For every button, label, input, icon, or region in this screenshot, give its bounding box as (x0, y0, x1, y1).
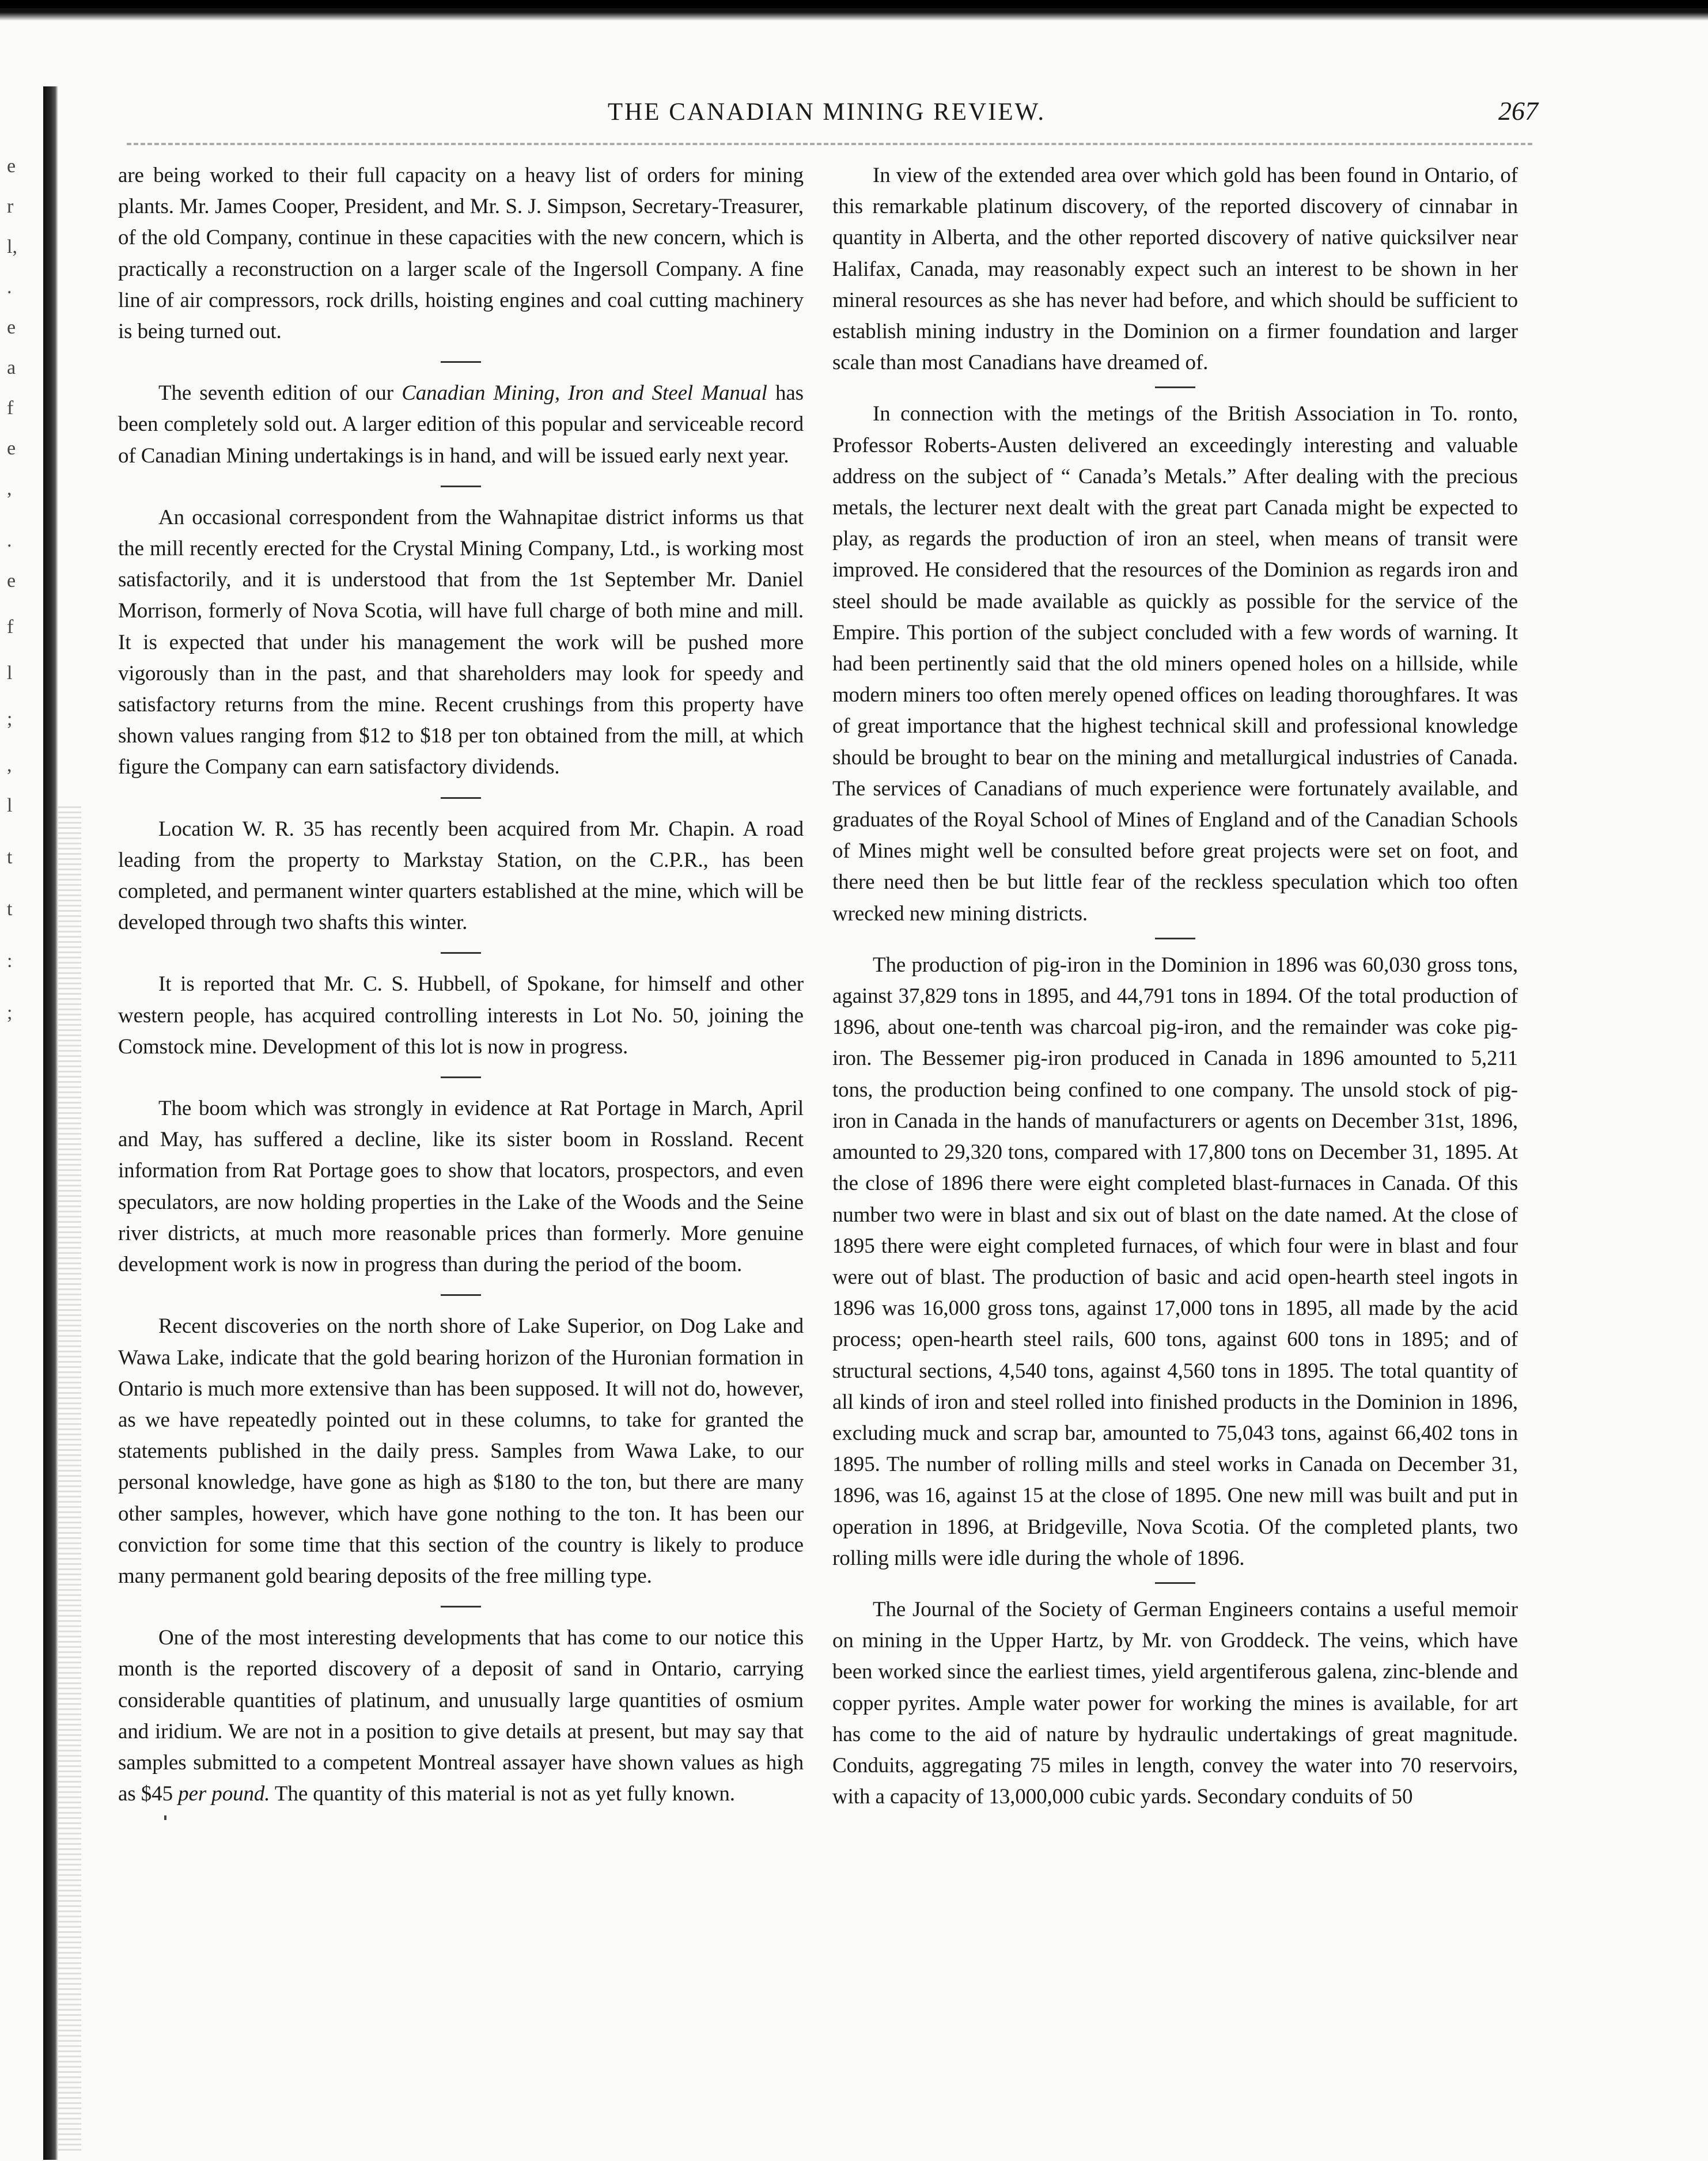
article-paragraph: are being worked to their full capacity on a heavy list of orders for mining plants. Mr. James Cooper, President, and Mr. S. J. Simpson, Secretary-Treasurer, of the old Company, continue in these capacities with the new concern, which is practically a reconstruction on a larger scale of the Ingersoll Company. A fine line of air compressors, rock drills, hoisting engines and coal cutting machinery is being turned out. (118, 164, 804, 344)
left-column (118, 160, 804, 1820)
paragraph-text: The quantity of this material is not as yet fully known. (270, 1782, 735, 1806)
section-divider (1155, 1582, 1195, 1584)
article-paragraph: In view of the extended area over which gold has been found in Ontario, of this remarkable platinum discovery, of the reported discovery of cinnabar in quantity in Alberta, and the other reported discovery of native quicksilver near Halifax, Canada, may reasonably expect such an interest to be shown in her mineral resources as she has never had before, and which should be sufficient to establish mining industry in the Dominion on a firmer foundation and larger scale than most Canadians have dreamed of. (832, 164, 1518, 375)
section-divider (441, 1076, 481, 1078)
running-title: THE CANADIAN MINING REVIEW. (607, 98, 1046, 126)
article-paragraph: Recent discoveries on the north shore of Lake Superior, on Dog Lake and Wawa Lake, indicate that the gold bearing horizon of the Huronian formation in Ontario is much more extensive than has been supposed. It will not do, however, as we have repeatedly pointed out in these columns, to take for granted the statements published in the daily press. Samples from Wawa Lake, to our personal knowledge, have gone as high as $180 to the ton, but there are many other samples, however, which have gone nothing to the ton. It has been our conviction for some time that this section of the country is likely to produce many permanent gold bearing deposits of the free milling type. (118, 1314, 804, 1588)
article-paragraph: In connection with the metings of the British Association in To. ronto, Professor Roberts-Austen delivered an exceedingly interesting and valuable address on the subject of “ Canada’s Metals.” After dealing with the precious metals, the lecturer next dealt with the great part Canada might be expected to play, as regards the production of iron an steel, when means of transit were improved. He considered that the resources of the Dominion as regards iron and steel should be made available as quickly as possible for the service of the Empire. This portion of the subject concluded with a few words of warning. It had been pertinently said that the old miners opened holes on a hillside, while modern miners too often merely opened offices on leading thoroughfares. It was of great importance that the highest technical skill and professional knowledge should be brought to bear on the mining and metallurgical industries of Canada. The services of Canadians of much experience were fortunately available, and graduates of the Royal School of Mines of England and of the Canadian Schools of Mines might well be consulted before great projects were set on foot, and there need then be but little fear of the reckless speculation which too often wrecked new mining districts. (832, 402, 1518, 926)
article-paragraph: An occasional correspondent from the Wahnapitae district informs us that the mill recently erected for the Crystal Mining Company, Ltd., is working most satisfactorily, and it is understood that from the 1st September Mr. Daniel Morrison, formerly of Nova Scotia, will have full charge of both mine and mill. It is expected that under his management the work will be pushed more vigorously than in the past, and that shareholders may look for speedy and satisfactory returns from the mine. Recent crushings from this property have shown values ranging from $12 to $18 per ton obtained from the mill, at which figure the Company can earn satisfactory dividends. (118, 505, 804, 779)
page-header (115, 98, 1538, 138)
right-column (832, 160, 1518, 1813)
section-divider (441, 1606, 481, 1608)
article-paragraph (118, 1622, 804, 1810)
article-paragraph: The production of pig-iron in the Dominion in 1896 was 60,030 gross tons, against 37,829 tons in 1895, and 44,791 tons in 1894. Of the total production of 1896, about one-tenth was charcoal pig-iron, and the remainder was coke pig-iron. The Bessemer pig-iron produced in Canada in 1896 amounted to 5,211 tons, the production being confined to one company. The unsold stock of pig-iron in Canada in the hands of manufacturers or agents on December 31st, 1896, amounted to 29,320 tons, compared with 17,800 tons on December 31, 1895. At the close of 1896 there were eight completed blast-furnaces in Canada. Of this number two were in blast and six out of blast on the date named. At the close of 1895 there were eight completed furnaces, of which four were in blast and four were out of blast. The production of basic and acid open-hearth steel ingots in 1896 was 16,000 gross tons, against 17,000 tons in 1895, all made by the acid process; open-hearth steel rails, 600 tons, against 600 tons in 1895; and of structural sections, 4,540 tons, against 4,560 tons in 1895. The total quantity of all kinds of iron and steel rolled into finished products in the Dominion in 1896, excluding muck and scrap bar, amounted to 75,043 tons, against 66,402 tons in 1895. The number of rolling mills and steel works in Canada on December 31, 1896, was 16, against 15 at the close of 1895. One new mill was built and put in operation in 1896, at Bridgeville, Nova Scotia. Of the completed plants, two rolling mills were idle during the whole of 1896. (832, 953, 1518, 1570)
scan-binding-edge (43, 86, 58, 2160)
page-number: 267 (1498, 96, 1538, 126)
article-paragraph (118, 378, 804, 472)
paragraph-text: has been completely sold out. A larger edition of this popular and serviceable record of Canadian Mining undertakings is in hand, and will be issued early next year. (118, 381, 804, 468)
scan-binding-shadow (58, 806, 81, 2154)
section-divider (1155, 386, 1195, 388)
section-divider (1155, 938, 1195, 939)
section-divider (441, 952, 481, 954)
section-divider (441, 486, 481, 487)
article-paragraph: The Journal of the Society of German Engineers contains a useful memoir on mining in the Upper Hartz, by Mr. von Groddeck. The veins, which have been worked since the earliest times, yield argentiferous galena, zinc-blende and copper pyrites. Ample water power for working the mines is available, for art has come to the aid of nature by hydraulic undertakings of great magnitude. Conduits, aggregating 75 miles in length, convey the water into 70 reservoirs, with a capacity of 13,000,000 cubic yards. Secondary conduits of 50 (832, 1597, 1518, 1809)
header-rule (127, 143, 1532, 145)
scan-top-edge (0, 0, 1708, 8)
print-speck (164, 1815, 166, 1820)
paragraph-text: The seventh edition of our (158, 381, 402, 405)
emphasis-text: per pound. (178, 1782, 270, 1806)
scan-top-band (0, 0, 1708, 21)
publication-title: Canadian Mining, Iron and Steel Manual (402, 381, 767, 405)
article-paragraph: Location W. R. 35 has recently been acquired from Mr. Chapin. A road leading from the property to Markstay Station, on the C.P.R., has been completed, and permanent winter quarters established at the mine, which will be developed through two shafts this winter. (118, 817, 804, 935)
section-divider (441, 797, 481, 799)
section-divider (441, 361, 481, 363)
article-paragraph: It is reported that Mr. C. S. Hubbell, of Spokane, for himself and other western people, has acquired controlling interests in Lot No. 50, joining the Comstock mine. Development of this lot is now in progress. (118, 972, 804, 1059)
paragraph-text: One of the most interesting developments that has come to our notice this month is the reported discovery of a deposit of sand in Ontario, carrying considerable quantities of platinum, and unusually large quantities of osmium and iridium. We are not in a position to give details at present, but may say that samples submitted to a competent Montreal assayer have shown values as high as $45 (118, 1626, 804, 1806)
article-paragraph: The boom which was strongly in evidence at Rat Portage in March, April and May, has suffered a decline, like its sister boom in Rossland. Recent information from Rat Portage goes to show that locators, prospectors, and even speculators, are now holding properties in the Lake of the Woods and the Seine river districts, at much more reasonable prices than formerly. More genuine development work is now in progress than during the period of the boom. (118, 1097, 804, 1277)
section-divider (441, 1294, 481, 1296)
